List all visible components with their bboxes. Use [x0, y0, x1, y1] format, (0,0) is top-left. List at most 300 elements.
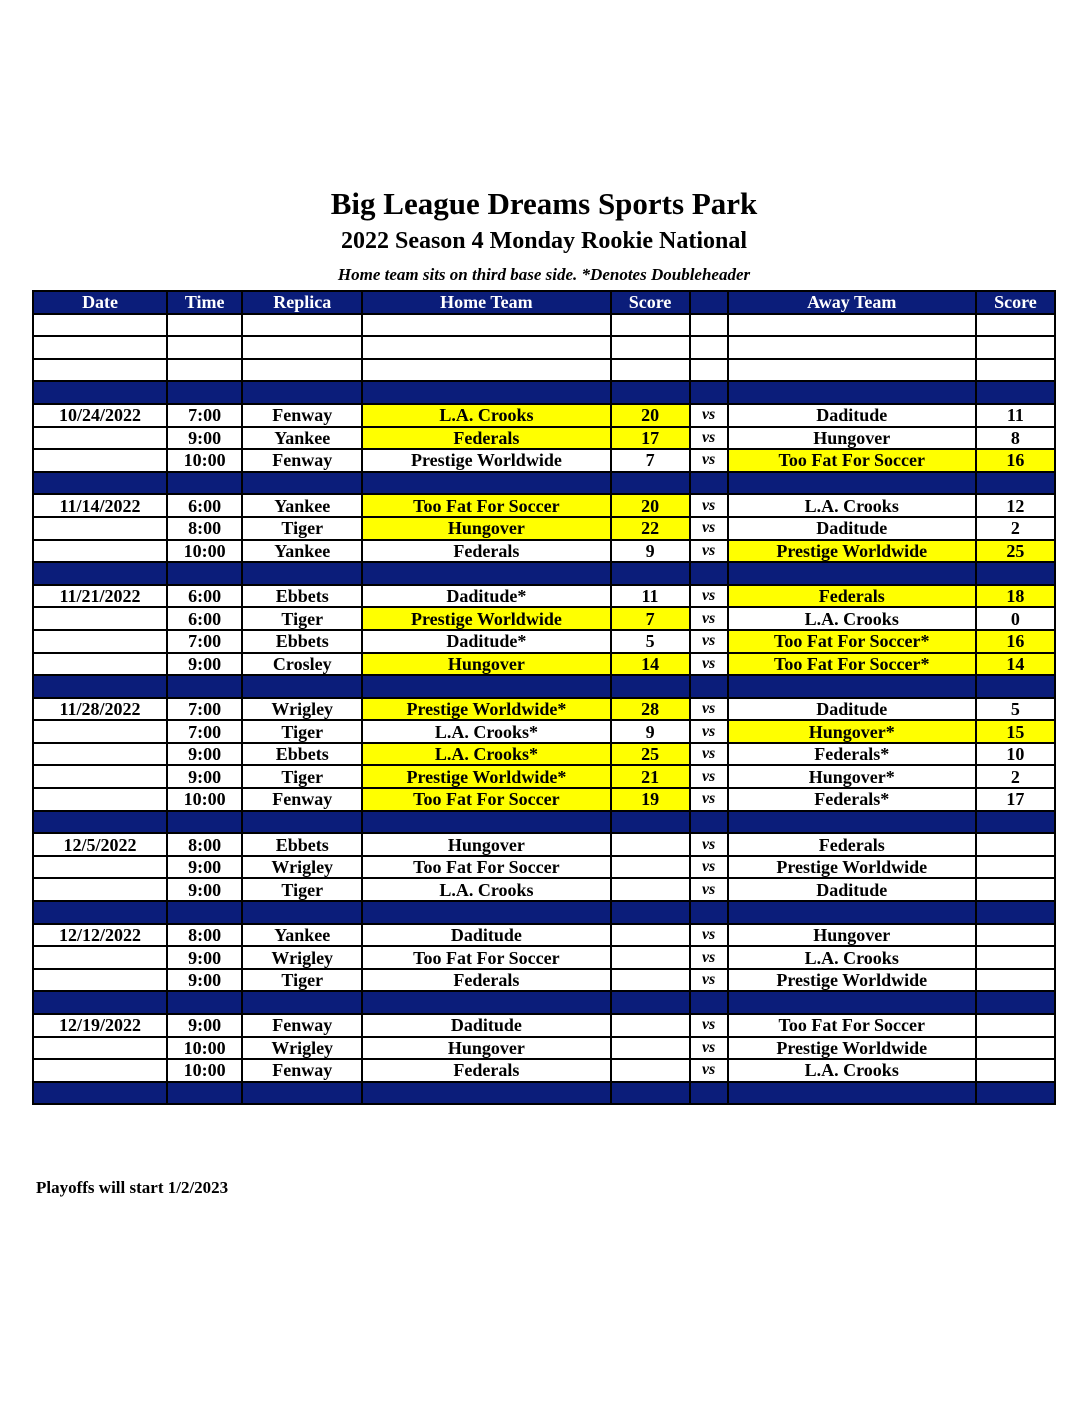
replica-cell: Tiger [242, 607, 362, 630]
home-team-cell: Hungover [362, 517, 610, 540]
away-team-cell: Hungover* [728, 765, 976, 788]
replica-cell: Fenway [242, 1059, 362, 1082]
empty-cell [611, 472, 690, 495]
empty-cell [728, 381, 976, 404]
vs-cell: vs [690, 585, 728, 608]
empty-cell [33, 811, 167, 834]
away-team-cell: Daditude [728, 517, 976, 540]
game-row [33, 653, 1055, 676]
away-score-cell: 12 [976, 494, 1055, 517]
empty-cell [362, 562, 610, 585]
empty-cell [242, 811, 362, 834]
empty-cell [976, 381, 1055, 404]
date-cell [33, 878, 167, 901]
empty-cell [976, 336, 1055, 359]
vs-cell: vs [690, 540, 728, 563]
away-team-cell: Prestige Worldwide [728, 969, 976, 992]
game-row [33, 833, 1055, 856]
away-score-cell [976, 833, 1055, 856]
game-row [33, 607, 1055, 630]
time-cell: 9:00 [167, 946, 242, 969]
home-team-cell: Too Fat For Soccer [362, 788, 610, 811]
empty-cell [362, 991, 610, 1014]
home-team-cell: Too Fat For Soccer [362, 946, 610, 969]
replica-cell: Fenway [242, 404, 362, 427]
time-cell: 8:00 [167, 924, 242, 947]
vs-cell: vs [690, 404, 728, 427]
header-date: Date [33, 291, 167, 314]
date-cell [33, 540, 167, 563]
home-score-cell: 9 [611, 540, 690, 563]
empty-cell [728, 901, 976, 924]
away-score-cell: 10 [976, 743, 1055, 766]
schedule-note: Home team sits on third base side. *Denotes Doubleheader [337, 265, 751, 284]
home-score-cell: 25 [611, 743, 690, 766]
blank-row [33, 336, 1055, 359]
empty-cell [690, 381, 728, 404]
empty-cell [611, 314, 690, 337]
empty-cell [167, 811, 242, 834]
away-score-cell: 2 [976, 765, 1055, 788]
empty-cell [976, 675, 1055, 698]
empty-cell [728, 314, 976, 337]
replica-cell: Ebbets [242, 630, 362, 653]
empty-cell [690, 336, 728, 359]
game-row [33, 540, 1055, 563]
empty-cell [167, 675, 242, 698]
empty-cell [362, 381, 610, 404]
date-cell [33, 743, 167, 766]
week-separator-row [33, 1082, 1055, 1105]
replica-cell: Wrigley [242, 856, 362, 879]
empty-cell [690, 675, 728, 698]
empty-cell [728, 472, 976, 495]
replica-cell: Fenway [242, 449, 362, 472]
time-cell: 9:00 [167, 743, 242, 766]
empty-cell [33, 1082, 167, 1105]
away-team-cell: L.A. Crooks [728, 1059, 976, 1082]
home-team-cell: Federals [362, 427, 610, 450]
away-team-cell: Daditude [728, 698, 976, 721]
week-separator-row [33, 472, 1055, 495]
empty-cell [976, 1082, 1055, 1105]
empty-cell [33, 901, 167, 924]
home-team-cell: Too Fat For Soccer [362, 856, 610, 879]
home-score-cell [611, 1037, 690, 1060]
replica-cell: Fenway [242, 788, 362, 811]
empty-cell [242, 472, 362, 495]
vs-cell: vs [690, 630, 728, 653]
time-cell: 10:00 [167, 1037, 242, 1060]
header-home-score: Score [611, 291, 690, 314]
header-away-team: Away Team [728, 291, 976, 314]
vs-cell: vs [690, 427, 728, 450]
empty-cell [362, 901, 610, 924]
replica-cell: Tiger [242, 969, 362, 992]
empty-cell [242, 336, 362, 359]
empty-cell [33, 562, 167, 585]
game-row [33, 517, 1055, 540]
game-row [33, 698, 1055, 721]
empty-cell [167, 336, 242, 359]
empty-cell [976, 811, 1055, 834]
home-team-cell: Prestige Worldwide [362, 607, 610, 630]
away-score-cell: 17 [976, 788, 1055, 811]
away-score-cell [976, 924, 1055, 947]
date-cell: 12/5/2022 [33, 833, 167, 856]
week-separator-row [33, 991, 1055, 1014]
away-score-cell [976, 1059, 1055, 1082]
time-cell: 8:00 [167, 833, 242, 856]
away-team-cell: Daditude [728, 878, 976, 901]
game-row [33, 720, 1055, 743]
blank-row [33, 314, 1055, 337]
replica-cell: Wrigley [242, 946, 362, 969]
empty-cell [33, 991, 167, 1014]
header-replica: Replica [242, 291, 362, 314]
time-cell: 10:00 [167, 449, 242, 472]
away-team-cell: Hungover [728, 427, 976, 450]
empty-cell [242, 359, 362, 382]
home-team-cell: Federals [362, 969, 610, 992]
away-team-cell: Too Fat For Soccer* [728, 630, 976, 653]
time-cell: 9:00 [167, 653, 242, 676]
empty-cell [33, 359, 167, 382]
away-score-cell: 15 [976, 720, 1055, 743]
game-row [33, 449, 1055, 472]
away-score-cell: 16 [976, 630, 1055, 653]
home-score-cell [611, 833, 690, 856]
home-score-cell: 5 [611, 630, 690, 653]
empty-cell [362, 472, 610, 495]
empty-cell [690, 811, 728, 834]
empty-cell [976, 472, 1055, 495]
vs-cell: vs [690, 878, 728, 901]
empty-cell [33, 336, 167, 359]
home-team-cell: L.A. Crooks [362, 878, 610, 901]
empty-cell [33, 675, 167, 698]
away-team-cell: Hungover [728, 924, 976, 947]
vs-cell: vs [690, 698, 728, 721]
home-team-cell: L.A. Crooks* [362, 720, 610, 743]
vs-cell: vs [690, 924, 728, 947]
away-score-cell: 16 [976, 449, 1055, 472]
home-score-cell: 9 [611, 720, 690, 743]
game-row [33, 585, 1055, 608]
week-separator-row [33, 381, 1055, 404]
time-cell: 10:00 [167, 1059, 242, 1082]
empty-cell [362, 336, 610, 359]
game-row [33, 743, 1055, 766]
vs-cell: vs [690, 1059, 728, 1082]
empty-cell [690, 472, 728, 495]
playoffs-note: Playoffs will start 1/2/2023 [36, 1178, 229, 1197]
empty-cell [611, 901, 690, 924]
empty-cell [167, 314, 242, 337]
empty-cell [242, 1082, 362, 1105]
replica-cell: Tiger [242, 878, 362, 901]
home-score-cell: 7 [611, 449, 690, 472]
home-team-cell: Hungover [362, 833, 610, 856]
time-cell: 7:00 [167, 404, 242, 427]
time-cell: 8:00 [167, 517, 242, 540]
vs-cell: vs [690, 765, 728, 788]
date-cell [33, 969, 167, 992]
away-score-cell: 2 [976, 517, 1055, 540]
home-score-cell: 21 [611, 765, 690, 788]
home-team-cell: Daditude* [362, 585, 610, 608]
time-cell: 6:00 [167, 494, 242, 517]
vs-cell: vs [690, 653, 728, 676]
home-team-cell: L.A. Crooks* [362, 743, 610, 766]
empty-cell [242, 991, 362, 1014]
empty-cell [690, 991, 728, 1014]
page-title: Big League Dreams Sports Park [330, 186, 758, 221]
home-team-cell: Daditude* [362, 630, 610, 653]
away-team-cell: Federals* [728, 743, 976, 766]
empty-cell [242, 901, 362, 924]
empty-cell [611, 811, 690, 834]
replica-cell: Tiger [242, 517, 362, 540]
home-team-cell: Hungover [362, 653, 610, 676]
empty-cell [242, 562, 362, 585]
vs-cell: vs [690, 1014, 728, 1037]
time-cell: 10:00 [167, 788, 242, 811]
away-score-cell [976, 1014, 1055, 1037]
replica-cell: Crosley [242, 653, 362, 676]
date-cell: 12/19/2022 [33, 1014, 167, 1037]
week-separator-row [33, 675, 1055, 698]
empty-cell [690, 314, 728, 337]
away-team-cell: Hungover* [728, 720, 976, 743]
empty-cell [362, 359, 610, 382]
home-team-cell: Too Fat For Soccer [362, 494, 610, 517]
home-score-cell: 17 [611, 427, 690, 450]
empty-cell [976, 562, 1055, 585]
empty-cell [728, 675, 976, 698]
time-cell: 9:00 [167, 856, 242, 879]
replica-cell: Ebbets [242, 833, 362, 856]
time-cell: 7:00 [167, 720, 242, 743]
empty-cell [611, 991, 690, 1014]
away-score-cell: 18 [976, 585, 1055, 608]
week-separator-row [33, 811, 1055, 834]
home-team-cell: Federals [362, 540, 610, 563]
away-team-cell: L.A. Crooks [728, 607, 976, 630]
away-team-cell: Federals* [728, 788, 976, 811]
vs-cell: vs [690, 449, 728, 472]
vs-cell: vs [690, 788, 728, 811]
home-score-cell: 19 [611, 788, 690, 811]
home-score-cell: 22 [611, 517, 690, 540]
game-row [33, 765, 1055, 788]
date-cell [33, 427, 167, 450]
empty-cell [976, 314, 1055, 337]
empty-cell [362, 314, 610, 337]
home-team-cell: Prestige Worldwide* [362, 698, 610, 721]
away-score-cell: 11 [976, 404, 1055, 427]
date-cell: 11/21/2022 [33, 585, 167, 608]
empty-cell [242, 381, 362, 404]
game-row [33, 1014, 1055, 1037]
home-score-cell [611, 1059, 690, 1082]
vs-cell: vs [690, 720, 728, 743]
empty-cell [167, 472, 242, 495]
game-row [33, 856, 1055, 879]
away-score-cell [976, 946, 1055, 969]
date-cell [33, 630, 167, 653]
away-score-cell: 5 [976, 698, 1055, 721]
away-score-cell: 0 [976, 607, 1055, 630]
empty-cell [728, 562, 976, 585]
home-score-cell: 20 [611, 494, 690, 517]
date-cell: 11/14/2022 [33, 494, 167, 517]
home-score-cell [611, 1014, 690, 1037]
time-cell: 10:00 [167, 540, 242, 563]
home-score-cell: 20 [611, 404, 690, 427]
week-separator-row [33, 901, 1055, 924]
replica-cell: Wrigley [242, 1037, 362, 1060]
game-row [33, 878, 1055, 901]
vs-cell: vs [690, 494, 728, 517]
empty-cell [242, 314, 362, 337]
replica-cell: Tiger [242, 765, 362, 788]
home-team-cell: L.A. Crooks [362, 404, 610, 427]
header-home-team: Home Team [362, 291, 610, 314]
game-row [33, 924, 1055, 947]
away-team-cell: Federals [728, 833, 976, 856]
home-team-cell: Hungover [362, 1037, 610, 1060]
empty-cell [728, 1082, 976, 1105]
away-score-cell: 25 [976, 540, 1055, 563]
away-team-cell: L.A. Crooks [728, 946, 976, 969]
empty-cell [167, 1082, 242, 1105]
home-score-cell [611, 856, 690, 879]
date-cell [33, 720, 167, 743]
empty-cell [33, 314, 167, 337]
vs-cell: vs [690, 607, 728, 630]
empty-cell [611, 675, 690, 698]
home-score-cell [611, 969, 690, 992]
game-row [33, 630, 1055, 653]
empty-cell [167, 381, 242, 404]
date-cell [33, 856, 167, 879]
date-cell [33, 1037, 167, 1060]
game-row [33, 788, 1055, 811]
replica-cell: Ebbets [242, 743, 362, 766]
empty-cell [362, 811, 610, 834]
replica-cell: Yankee [242, 427, 362, 450]
home-score-cell [611, 878, 690, 901]
home-score-cell: 28 [611, 698, 690, 721]
blank-row [33, 359, 1055, 382]
empty-cell [167, 991, 242, 1014]
replica-cell: Yankee [242, 540, 362, 563]
home-team-cell: Federals [362, 1059, 610, 1082]
date-cell [33, 788, 167, 811]
empty-cell [167, 562, 242, 585]
replica-cell: Wrigley [242, 698, 362, 721]
empty-cell [611, 336, 690, 359]
empty-cell [167, 359, 242, 382]
empty-cell [728, 336, 976, 359]
empty-cell [728, 811, 976, 834]
time-cell: 9:00 [167, 1014, 242, 1037]
date-cell: 12/12/2022 [33, 924, 167, 947]
home-team-cell: Daditude [362, 924, 610, 947]
empty-cell [690, 901, 728, 924]
vs-cell: vs [690, 856, 728, 879]
home-team-cell: Prestige Worldwide [362, 449, 610, 472]
game-row [33, 969, 1055, 992]
away-team-cell: Too Fat For Soccer* [728, 653, 976, 676]
empty-cell [611, 562, 690, 585]
empty-cell [690, 1082, 728, 1105]
replica-cell: Yankee [242, 924, 362, 947]
date-cell [33, 765, 167, 788]
away-team-cell: Federals [728, 585, 976, 608]
replica-cell: Yankee [242, 494, 362, 517]
away-team-cell: Prestige Worldwide [728, 1037, 976, 1060]
home-score-cell: 7 [611, 607, 690, 630]
date-cell [33, 1059, 167, 1082]
time-cell: 7:00 [167, 630, 242, 653]
empty-cell [976, 991, 1055, 1014]
away-team-cell: Prestige Worldwide [728, 540, 976, 563]
home-score-cell: 14 [611, 653, 690, 676]
header-vs [690, 291, 728, 314]
header-time: Time [167, 291, 242, 314]
time-cell: 7:00 [167, 698, 242, 721]
time-cell: 9:00 [167, 969, 242, 992]
away-team-cell: Too Fat For Soccer [728, 1014, 976, 1037]
away-score-cell [976, 878, 1055, 901]
game-row [33, 494, 1055, 517]
game-row [33, 946, 1055, 969]
empty-cell [242, 675, 362, 698]
empty-cell [690, 359, 728, 382]
vs-cell: vs [690, 1037, 728, 1060]
away-team-cell: Daditude [728, 404, 976, 427]
empty-cell [33, 381, 167, 404]
vs-cell: vs [690, 946, 728, 969]
empty-cell [611, 1082, 690, 1105]
date-cell [33, 607, 167, 630]
away-score-cell: 14 [976, 653, 1055, 676]
vs-cell: vs [690, 969, 728, 992]
time-cell: 6:00 [167, 585, 242, 608]
game-row [33, 1037, 1055, 1060]
date-cell: 10/24/2022 [33, 404, 167, 427]
empty-cell [976, 901, 1055, 924]
empty-cell [690, 562, 728, 585]
empty-cell [362, 675, 610, 698]
home-score-cell [611, 946, 690, 969]
empty-cell [611, 359, 690, 382]
away-score-cell [976, 856, 1055, 879]
replica-cell: Ebbets [242, 585, 362, 608]
vs-cell: vs [690, 833, 728, 856]
vs-cell: vs [690, 743, 728, 766]
time-cell: 6:00 [167, 607, 242, 630]
replica-cell: Tiger [242, 720, 362, 743]
away-team-cell: Prestige Worldwide [728, 856, 976, 879]
time-cell: 9:00 [167, 878, 242, 901]
time-cell: 9:00 [167, 765, 242, 788]
date-cell [33, 517, 167, 540]
empty-cell [611, 381, 690, 404]
game-row [33, 404, 1055, 427]
